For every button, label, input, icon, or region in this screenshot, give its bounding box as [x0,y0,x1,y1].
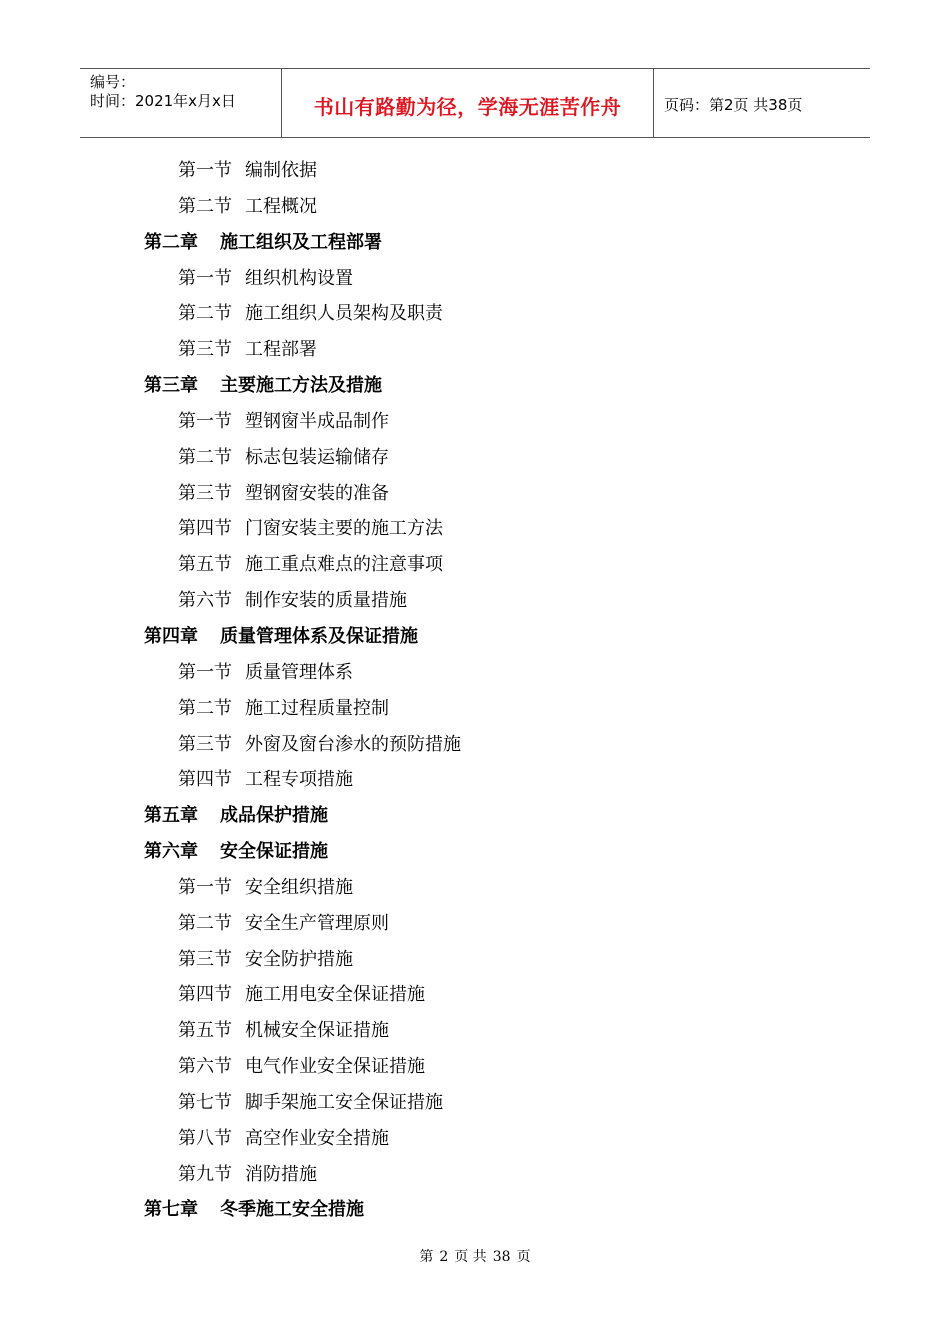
toc-section-row [0,1085,950,1121]
toc-entry-number: 第四章 [144,625,198,647]
toc-entry-number: 第三章 [144,375,198,397]
toc-entry-title: 脚手架施工安全保证措施 [245,1091,443,1113]
toc-entry-number: 第一节 [178,410,232,432]
toc-chapter-row [0,368,950,404]
toc-entry-title: 质量管理体系及保证措施 [220,625,418,647]
toc-entry-title: 施工过程质量控制 [245,697,389,719]
toc-entry-title: 组织机构设置 [245,267,353,289]
toc-section-row [0,942,950,978]
toc-entry-number: 第三节 [178,948,232,970]
footer-middle: 页 共 [454,1249,487,1265]
toc-entry-title: 质量管理体系 [245,661,353,683]
toc-entry-title: 工程部署 [245,339,317,361]
toc-section-row [0,1049,950,1085]
toc-entry-title: 施工组织及工程部署 [220,231,382,253]
toc-entry-title: 冬季施工安全措施 [220,1199,364,1221]
toc-entry-number: 第一节 [178,267,232,289]
toc-entry-number: 第七节 [178,1091,232,1113]
toc-entry-title: 工程概况 [245,195,317,217]
toc-entry-title: 塑钢窗半成品制作 [245,410,389,432]
toc-entry-title: 标志包装运输储存 [245,446,389,468]
toc-entry-number: 第四节 [178,769,232,791]
toc-entry-title: 电气作业安全保证措施 [245,1056,425,1078]
toc-section-row [0,440,950,476]
toc-entry-number: 第二节 [178,303,232,325]
toc-chapter-row [0,1192,950,1228]
toc-entry-number: 第七章 [144,1199,198,1221]
footer-total: 38 [492,1249,511,1265]
toc-entry-number: 第二节 [178,912,232,934]
toc-entry-number: 第二章 [144,231,198,253]
toc-section-row [0,332,950,368]
toc-section-row [0,1157,950,1193]
toc-entry-number: 第三节 [178,733,232,755]
toc-chapter-row [0,619,950,655]
header-page-number: 页码：第2页 共38页 [664,96,803,114]
toc-entry-number: 第六节 [178,1056,232,1078]
toc-entry-number: 第六节 [178,590,232,612]
doc-time-label: 时间：2021年x月x日 [90,92,236,110]
toc-section-row [0,189,950,225]
toc-entry-title: 机械安全保证措施 [245,1020,389,1042]
toc-section-row [0,906,950,942]
toc-section-row [0,511,950,547]
toc-entry-number: 第四节 [178,984,232,1006]
toc-section-row [0,870,950,906]
toc-chapter-row [0,834,950,870]
header-motto: 书山有路勤为径，学海无涯苦作舟 [313,95,622,119]
toc-entry-title: 主要施工方法及措施 [220,375,382,397]
toc-section-row [0,153,950,189]
toc-entry-number: 第四节 [178,518,232,540]
toc-entry-number: 第一节 [178,876,232,898]
toc-entry-number: 第三节 [178,339,232,361]
toc-entry-title: 门窗安装主要的施工方法 [245,518,443,540]
toc-entry-number: 第五节 [178,554,232,576]
toc-entry-number: 第一节 [178,160,232,181]
toc-section-row [0,727,950,763]
toc-chapter-row [0,798,950,834]
toc-entry-number: 第二节 [178,697,232,719]
toc-entry-title: 安全保证措施 [220,841,328,863]
toc-entry-title: 施工组织人员架构及职责 [245,303,443,325]
toc-entry-title: 安全组织措施 [245,876,353,898]
toc-section-row [0,476,950,512]
toc-entry-title: 外窗及窗台渗水的预防措施 [245,733,461,755]
toc-entry-title: 塑钢窗安装的准备 [245,482,389,504]
toc-entry-title: 制作安装的质量措施 [245,590,407,612]
toc-section-row [0,296,950,332]
toc-entry-title: 安全防护措施 [245,948,353,970]
toc-entry-title: 施工重点难点的注意事项 [245,554,443,576]
toc-section-row [0,404,950,440]
toc-entry-title: 编制依据 [245,160,317,181]
page-header [80,68,870,138]
toc-entry-number: 第三节 [178,482,232,504]
toc-entry-number: 第八节 [178,1127,232,1149]
toc-section-row [0,583,950,619]
page-footer [0,1246,950,1266]
toc-section-row [0,1013,950,1049]
footer-page: 2 [439,1249,449,1265]
toc-entry-number: 第一节 [178,661,232,683]
header-divider [653,69,654,137]
header-meta [90,73,236,111]
toc-section-row [0,655,950,691]
toc-entry-title: 施工用电安全保证措施 [245,984,425,1006]
toc-section-row [0,762,950,798]
toc-entry-title: 工程专项措施 [245,769,353,791]
footer-prefix: 第 [419,1249,434,1265]
toc-section-row [0,1121,950,1157]
toc-entry-number: 第五节 [178,1020,232,1042]
doc-code-label: 编号： [90,73,136,91]
toc-section-row [0,261,950,297]
toc-entry-number: 第五章 [144,805,198,827]
toc-entry-number: 第二节 [178,195,232,217]
toc-section-row [0,691,950,727]
toc-entry-number: 第六章 [144,841,198,863]
toc-entry-title: 安全生产管理原则 [245,912,389,934]
footer-suffix: 页 [516,1249,531,1265]
toc-chapter-row [0,225,950,261]
toc-section-row [0,977,950,1013]
table-of-contents [0,153,950,1228]
toc-entry-title: 成品保护措施 [220,805,328,827]
toc-entry-title: 高空作业安全措施 [245,1127,389,1149]
toc-entry-title: 消防措施 [245,1163,317,1185]
toc-entry-number: 第九节 [178,1163,232,1185]
toc-section-row [0,547,950,583]
toc-entry-number: 第二节 [178,446,232,468]
